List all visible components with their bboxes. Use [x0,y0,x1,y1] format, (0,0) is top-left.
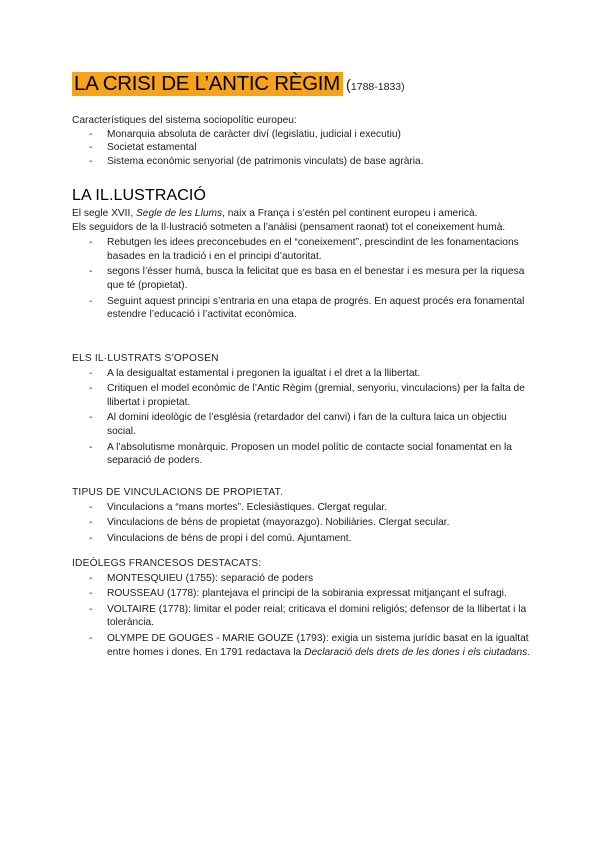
list-item: - A la desigualtat estamental i pregonen la igualtat i el dret a la llibertat. [72,367,532,381]
property-list [72,501,532,546]
intro-heading: Característiques del sistema sociopolític europeu: [72,115,297,126]
oppose-list [72,367,532,468]
p1-text-a: El segle XVII, [72,208,136,219]
ideologues-heading: IDEÒLEGS FRANCESOS DESTACATS: [72,558,262,569]
property-heading: TIPUS DE VINCULACIONS DE PROPIETAT. [72,487,283,498]
list-item: - segons l’ésser humà, busca la felicitat que es basa en el benestar i es mesura per la riquesa que té (propietat). [72,265,532,292]
illustracio-list [72,236,532,322]
illustracio-paragraph-2: Els seguidors de la Il·lustració sotmeten a l’anàlisi (pensament raonat) tot el coneixement humà. [72,221,506,233]
property-section [72,486,532,545]
list-item: - Vinculacions de béns de propi i del comú. Ajuntament. [72,532,532,546]
p1-italic: Segle de les Llums [136,208,223,219]
title-highlighted: LA CRISI DE L’ANTIC RÈGIM [72,72,343,96]
list-item: - MONTESQUIEU (1755): separació de poders [72,572,532,586]
oppose-section [72,352,532,468]
illustracio-paragraph-1 [72,207,532,221]
intro-section [72,114,532,168]
list-item: - A l’absolutisme monàrquic. Proposen un model polític de contacte social fonamentat en la separació de poders. [72,441,532,468]
intro-list [72,128,532,169]
olympe-text-a: OLYMPE DE GOUGES - MARIE GOUZE (1793): exigia un sistema jurídic basat en la igualtat entre homes i dones. En 1791 redactava la [107,632,529,658]
list-item: - ROUSSEAU (1778): plantejava el principi de la sobirania expressat mitjançant el sufragi. [72,587,532,601]
list-item: - Vinculacions a “mans mortes”. Eclesiàstiques. Clergat regular. [72,501,532,515]
list-item: - Al domini ideològic de l’església (retardador del canvi) i fan de la cultura laica un objectiu social. [72,411,532,438]
section-title-illustracio: LA IL.LUSTRACIÓ [72,187,206,204]
ideologues-list [72,572,532,660]
oppose-heading: ELS IL·LUSTRATS S’OPOSEN [72,353,219,364]
list-item: - Societat estamental [72,141,532,155]
illustracio-section [72,207,532,322]
list-item: - VOLTAIRE (1778): limitar el poder reial; criticava el domini religiós; defensor de la llibertat i la tolerància. [72,603,532,630]
title-years-text: 1788-1833) [350,81,405,93]
title-paren: ( [345,77,351,94]
olympe-text-b: . [527,646,531,658]
p1-text-b: , naix a França i s’estén pel continent europeu i americà. [222,208,478,219]
olympe-italic: Declaració dels drets de les dones i els ciutadans [304,646,528,658]
title-years [346,77,405,94]
ideologues-section [72,557,532,659]
list-item: - Rebutgen les idees preconcebudes en el “coneixement”, prescindint de les fonamentacions basades en la tradició i en el principi d’autoritat. [72,236,532,263]
list-item: - Monarquia absoluta de caràcter diví (legislatiu, judicial i executiu) [72,128,532,142]
list-item [72,632,532,659]
page-title [72,72,405,96]
list-item: - Seguint aquest principi s’entraria en una etapa de progrés. En aquest procés era fonamental estendre l’educació i l’activitat econòmica. [72,295,532,322]
list-item: - Vinculacions de béns de propietat (mayorazgo). Nobiliàries. Clergat secular. [72,516,532,530]
list-item: - Critiquen el model econòmic de l’Antic Règim (gremial, senyoriu, vinculacions) per la falta de llibertat i propietat. [72,382,532,409]
list-item: - Sistema econòmic senyorial (de patrimonis vinculats) de base agrària. [72,155,532,169]
